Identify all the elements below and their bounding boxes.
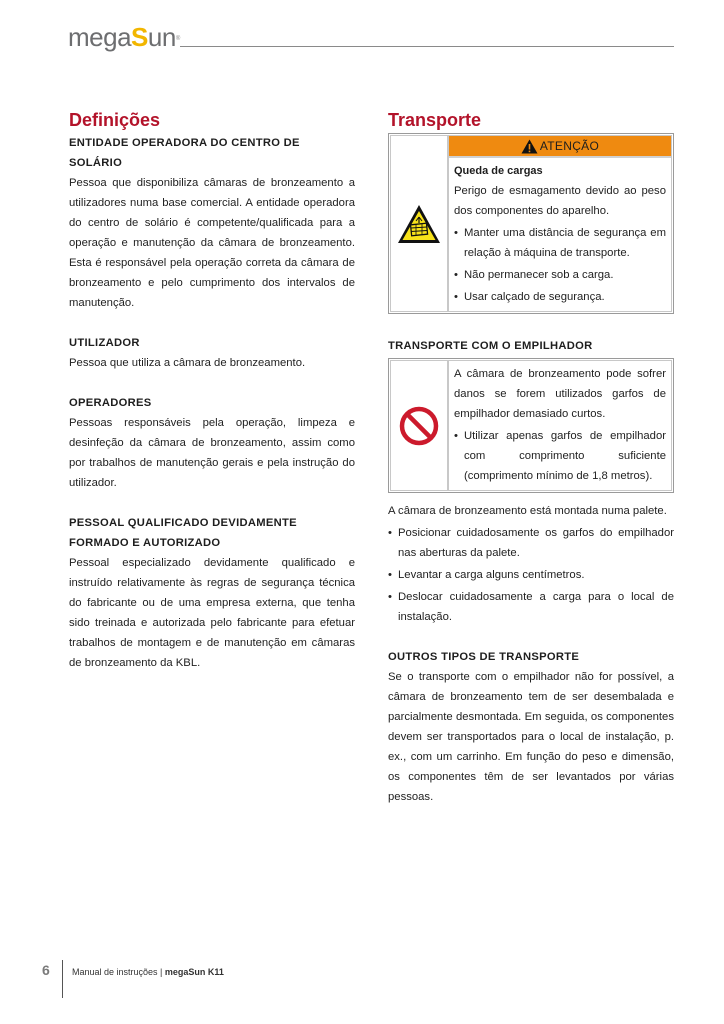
logo-suffix: un: [147, 22, 176, 52]
definition-qualified-staff: [69, 513, 355, 673]
warning-heading: Queda de cargas: [454, 165, 543, 177]
page-number: 6: [42, 962, 50, 978]
warning-bullet: • Usar calçado de segurança.: [454, 287, 666, 307]
definition-operators: [69, 393, 355, 493]
prohibition-icon-cell: [391, 361, 449, 490]
other-transport-heading: OUTROS TIPOS DE TRANSPORTE: [388, 651, 580, 663]
forklift-notice-bullet: • Utilizar apenas garfos de empilhador com comprimento suficiente (comprimento mínimo de 1,8 metros).: [454, 426, 666, 486]
suspended-load-warning-icon: [396, 203, 442, 245]
definitions-title: Definições: [69, 110, 161, 130]
definition-heading-cont: FORMADO E AUTORIZADO: [69, 537, 221, 549]
warning-bullet: • Não permanecer sob a carga.: [454, 265, 666, 285]
warning-bullets: [454, 223, 666, 307]
manual-label: Manual de instruções |: [72, 967, 165, 977]
forklift-notice-bullets: [454, 426, 666, 486]
forklift-text: A câmara de bronzeamento está montada numa palete.: [388, 505, 667, 517]
footer-label: [72, 967, 224, 977]
warning-banner: [449, 136, 671, 158]
warning-triangle-icon: [521, 139, 538, 154]
definition-text: Pessoas responsáveis pela operação, limpeza e desinfeção da câmara de bronzeamento, assim como por trabalhos de manutenção gerais e pela instrução do utilizador.: [69, 417, 355, 489]
forklift-steps: [388, 523, 674, 627]
page-footer: [0, 960, 724, 1000]
definition-text: Pessoa que disponibiliza câmaras de bronzeamento a utilizadores numa base comercial. A entidade operadora do centro de solário é competente/qualificada para a operação e manutenção da câmara de bronzeamento. Esta é responsável pela operação correta da câmara de bronzeamento e pelo cumprimento dos intervalos de manutenção.: [69, 177, 355, 309]
definition-heading-cont: SOLÁRIO: [69, 157, 123, 169]
product-name: megaSun K11: [164, 967, 224, 977]
transport-title: Transporte: [388, 110, 482, 130]
transport-column: [388, 107, 674, 807]
logo-prefix: mega: [68, 22, 132, 52]
definition-heading: OPERADORES: [69, 397, 152, 409]
megasun-logo: [68, 22, 180, 52]
prohibition-icon: [399, 406, 439, 446]
warning-bullet: • Manter uma distância de segurança em relação à máquina de transporte.: [454, 223, 666, 263]
definition-text: Pessoal especializado devidamente qualificado e instruído relativamente às regras de segurança técnica do fabricante ou de uma empresa externa, que tenha sido treinada e autorizada pelo fabricante para efetuar trabalhos de montagem e de manutenção em câmaras de bronzeamento da KBL.: [69, 557, 355, 669]
forklift-notice-box: [388, 358, 674, 493]
registered-mark: ®: [175, 36, 180, 42]
other-transport-text: Se o transporte com o empilhador não for possível, a câmara de bronzeamento tem de ser desembalada e parcialmente desmontada. Em seguida, os componentes devem ser transportados para o local de instalação, p. ex., com um carrinho. Em função do peso e dimensão, os componentes têm de ser levantados por várias pessoas.: [388, 671, 674, 803]
footer-divider: [62, 960, 63, 998]
logo-sun-letter: S: [131, 22, 148, 52]
warning-text: Perigo de esmagamento devido ao peso dos componentes do aparelho.: [454, 185, 666, 217]
definitions-column: [69, 107, 355, 673]
definition-heading: UTILIZADOR: [69, 337, 140, 349]
forklift-step: • Levantar a carga alguns centímetros.: [388, 565, 674, 585]
warning-banner-label: ATENÇÃO: [539, 139, 600, 153]
forklift-notice-text: A câmara de bronzeamento pode sofrer danos se forem utilizados garfos de empilhador demasiado curtos.: [454, 368, 666, 420]
definition-operator-entity: [69, 133, 355, 313]
definition-user: [69, 333, 355, 373]
header-divider: [180, 46, 674, 47]
definition-heading: ENTIDADE OPERADORA DO CENTRO DE: [69, 137, 300, 149]
definition-text: Pessoa que utiliza a câmara de bronzeamento.: [69, 357, 306, 369]
forklift-step: • Posicionar cuidadosamente os garfos do empilhador nas aberturas da palete.: [388, 523, 674, 563]
page-header: [68, 22, 674, 52]
warning-box: [388, 133, 674, 314]
forklift-step: • Deslocar cuidadosamente a carga para o local de instalação.: [388, 587, 674, 627]
warning-icon-cell: [391, 136, 449, 311]
definition-heading: PESSOAL QUALIFICADO DEVIDAMENTE: [69, 517, 297, 529]
forklift-heading: TRANSPORTE COM O EMPILHADOR: [388, 340, 593, 352]
